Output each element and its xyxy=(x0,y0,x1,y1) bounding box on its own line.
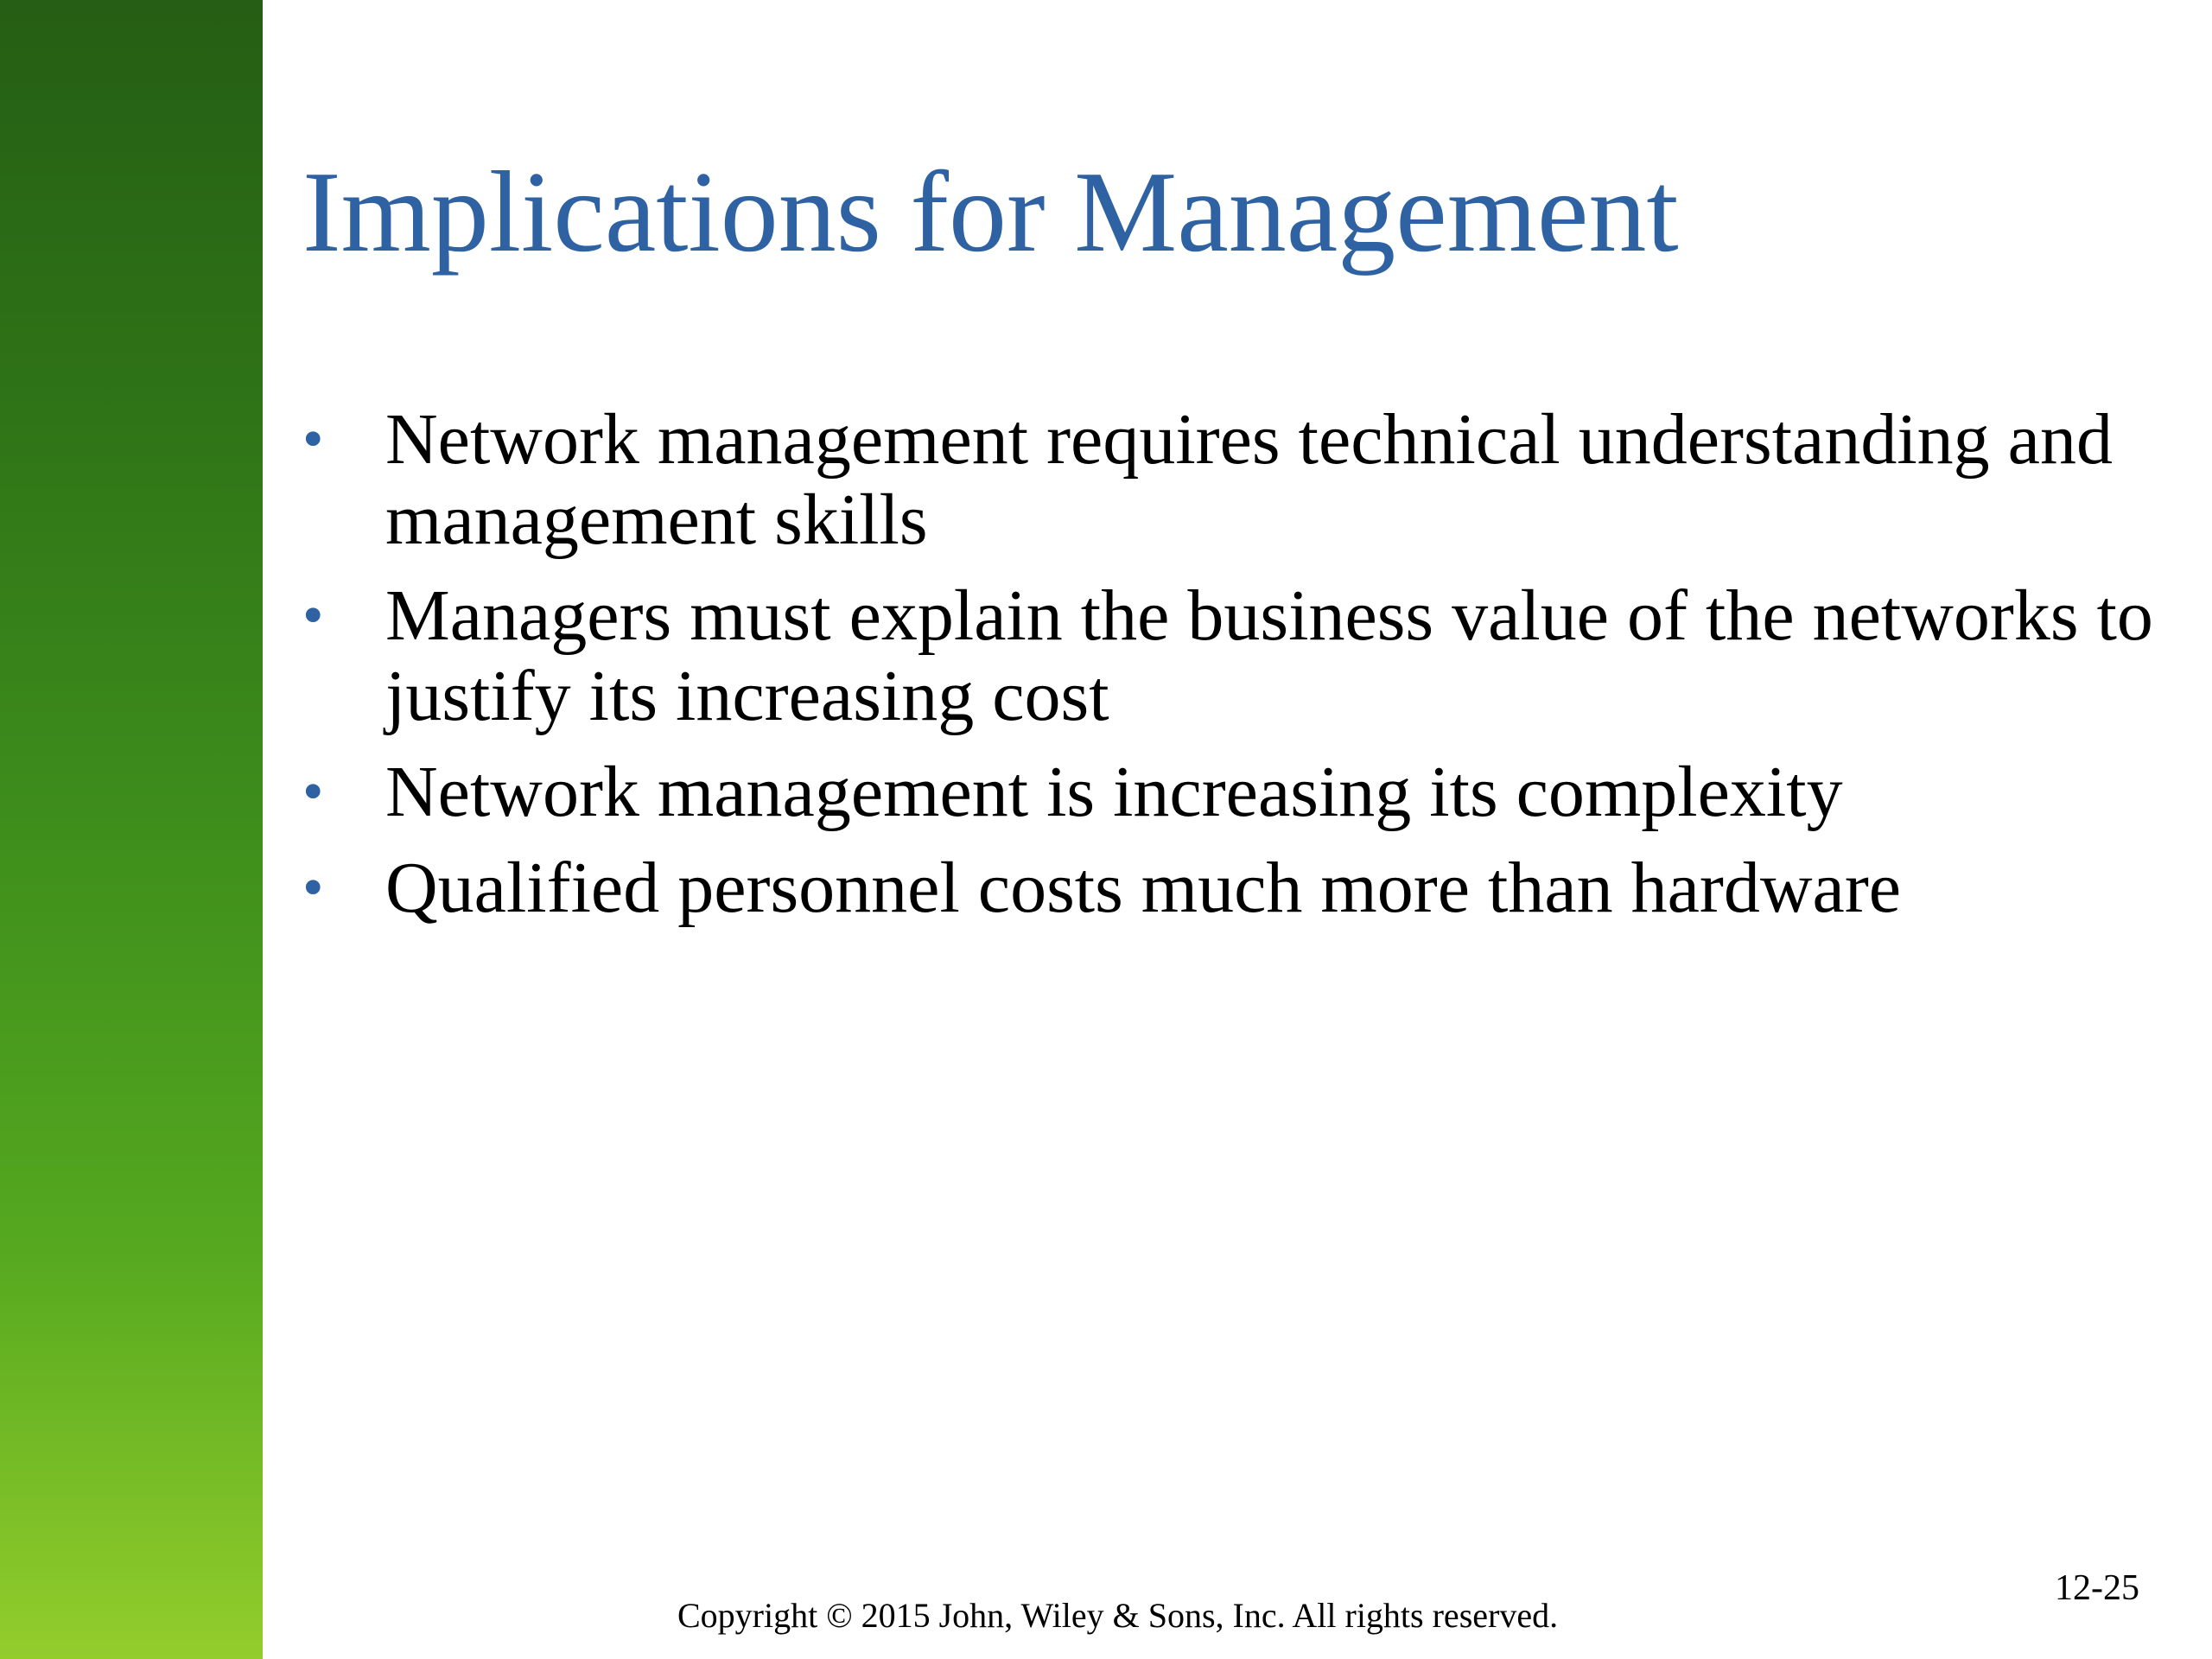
bullet-item xyxy=(302,848,2177,928)
bullet-item xyxy=(302,575,2177,736)
bullet-icon: • xyxy=(302,855,324,921)
bullet-item xyxy=(302,752,2177,832)
green-sidebar xyxy=(0,0,263,1659)
bullet-icon: • xyxy=(302,759,324,825)
page-number: 12-25 xyxy=(2055,1568,2139,1608)
bullet-icon: • xyxy=(302,406,324,473)
copyright-notice: Copyright © 2015 John, Wiley & Sons, Inc. All rights reserved. xyxy=(677,1596,1559,1635)
bullet-text: Managers must explain the business value of the networks to justify its increasing cost xyxy=(385,575,2153,736)
bullet-item xyxy=(302,399,2177,560)
bullet-list xyxy=(302,399,2177,944)
bullet-text: Network management requires technical understanding and management skills xyxy=(385,399,2113,560)
bullet-icon: • xyxy=(302,582,324,649)
slide-title: Implications for Management xyxy=(302,148,1679,276)
bullet-text: Network management is increasing its complexity xyxy=(385,752,1843,832)
bullet-text: Qualified personnel costs much more than hardware xyxy=(385,848,1902,928)
